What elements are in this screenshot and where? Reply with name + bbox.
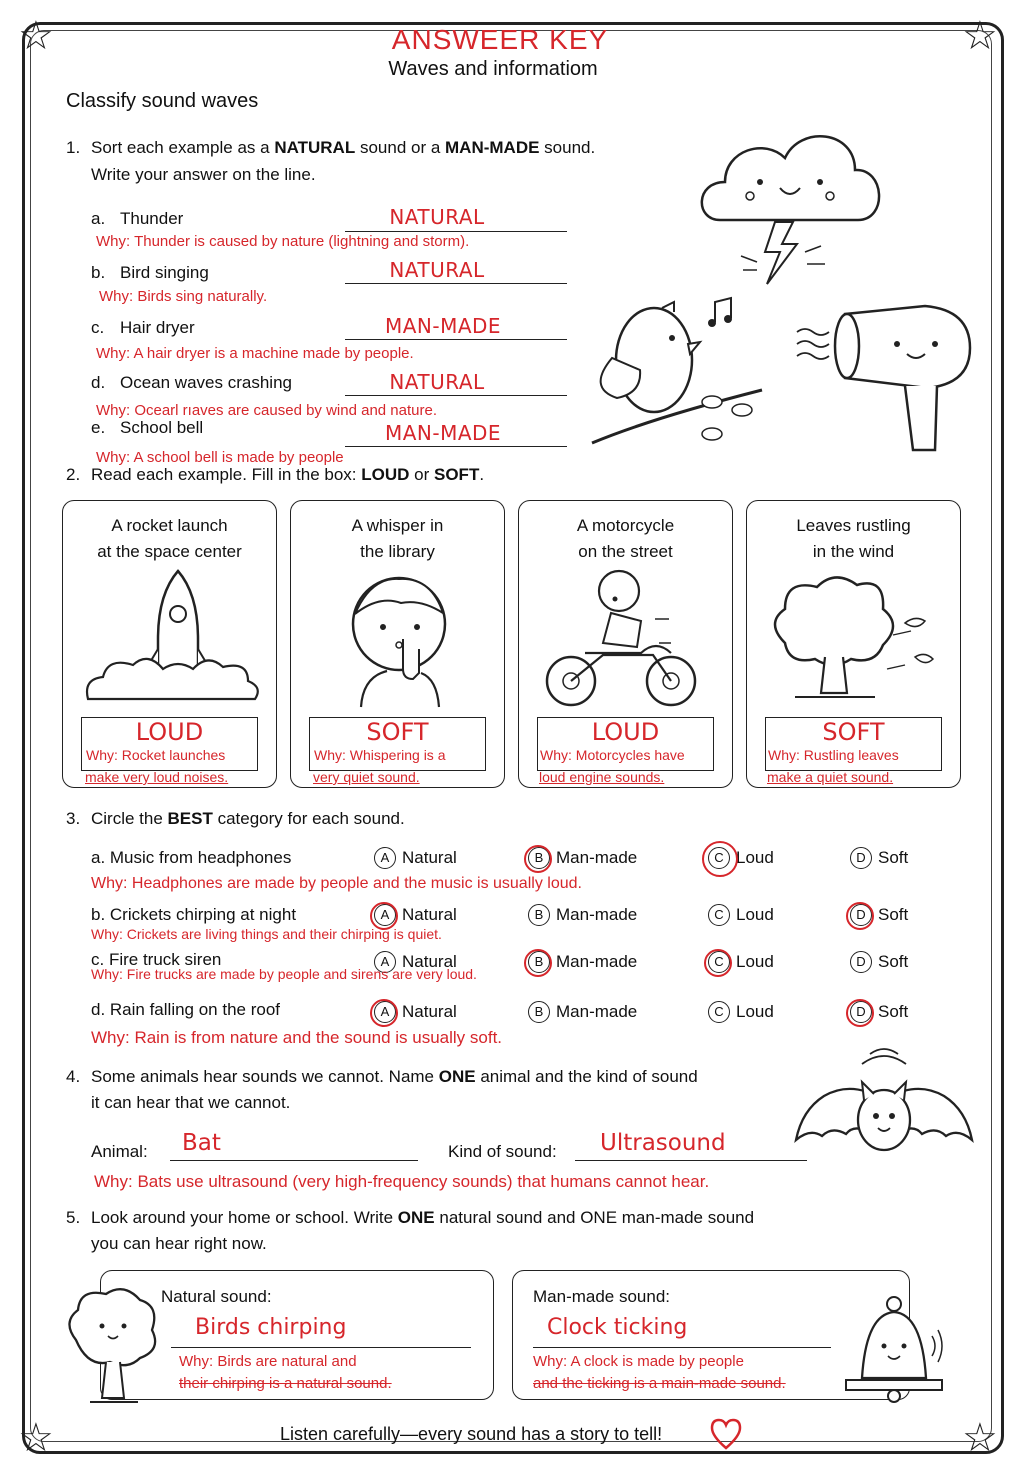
tree-icon xyxy=(62,1286,162,1416)
option-letter: A xyxy=(374,1001,396,1023)
q1-item-c-letter: c. xyxy=(91,318,105,337)
option-letter: C xyxy=(708,904,730,926)
q1-item-d-why: Why: Ocearl rıaves are caused by wind and nature. xyxy=(96,402,438,419)
q4-number: 4. xyxy=(66,1067,81,1086)
card-answer: SOFT xyxy=(822,718,885,746)
star-icon: ☆ xyxy=(18,14,54,58)
option-label: Soft xyxy=(878,1002,909,1021)
motorcycle-icon xyxy=(541,569,711,709)
answer-circle xyxy=(704,949,732,977)
bat-icon xyxy=(792,1040,982,1170)
answer-box xyxy=(537,717,714,771)
q3-instruction: Circle the BEST category for each sound. xyxy=(91,809,405,828)
option-letter: C xyxy=(708,951,730,973)
option-label: Man-made xyxy=(556,905,638,924)
option-letter: A xyxy=(374,951,396,973)
q1-item-e-why: Why: A school bell is made by people xyxy=(96,449,344,466)
option-label: Natural xyxy=(402,848,457,867)
q2-card-whisper xyxy=(290,500,505,788)
answer-circle xyxy=(524,949,552,977)
footer-text: Listen carefully—every sound has a story to tell! xyxy=(280,1424,663,1444)
natural-sound-label: Natural sound: xyxy=(161,1287,272,1306)
star-icon: ☆ xyxy=(18,1416,54,1460)
option-soft[interactable] xyxy=(850,951,908,973)
card-title: at the space center xyxy=(97,542,242,561)
card-title: on the street xyxy=(578,542,673,561)
q1-item-b-label: Bird singing xyxy=(120,263,209,282)
animal-answer: Bat xyxy=(182,1130,221,1156)
q2-card-motorcycle xyxy=(518,500,733,788)
answer-box xyxy=(765,717,942,771)
option-man-made[interactable] xyxy=(528,1001,637,1023)
q4-instruction: Some animals hear sounds we cannot. Name ONE animal and the kind of sound xyxy=(91,1067,698,1086)
answer-line xyxy=(170,1160,418,1161)
q1-item-b-answer: NATURAL xyxy=(389,258,485,282)
q2-number: 2. xyxy=(66,465,81,484)
answer-line xyxy=(345,395,567,396)
q2-instruction: Read each example. Fill in the box: LOUD or SOFT. xyxy=(91,465,485,484)
q1-item-a-why: Why: Thunder is caused by nature (lightning and storm). xyxy=(96,233,470,250)
q1-item-c-answer: MAN-MADE xyxy=(384,314,502,338)
man-made-sound-why: and the ticking is a main-made sound. xyxy=(533,1375,786,1392)
card-why: Why: Rustling leaves xyxy=(768,747,899,763)
kind-of-sound-label: Kind of sound: xyxy=(448,1142,557,1161)
q2-card-leaves xyxy=(746,500,961,788)
card-title: in the wind xyxy=(812,542,895,561)
q3-row-a-label: a. Music from headphones xyxy=(91,848,292,867)
man-made-sound-why: Why: A clock is made by people xyxy=(533,1353,744,1370)
answer-circle xyxy=(846,999,874,1027)
q1-item-a-letter: a. xyxy=(91,209,106,228)
q1-item-a-label: Thunder xyxy=(120,209,184,228)
answer-line xyxy=(345,231,567,232)
animal-label: Animal: xyxy=(91,1142,148,1161)
card-answer: SOFT xyxy=(366,718,429,746)
q1-item-c-why: Why: A hair dryer is a machine made by people. xyxy=(96,345,414,362)
q1-instruction: Sort each example as a NATURAL sound or a MAN-MADE sound. xyxy=(91,138,596,157)
option-label: Natural xyxy=(402,1002,457,1021)
q3-row-b-why: Why: Crickets are living things and their chirping is quiet. xyxy=(91,926,442,942)
answer-box xyxy=(81,717,258,771)
answer-circle xyxy=(702,841,738,877)
answer-circle xyxy=(370,999,398,1027)
option-loud[interactable] xyxy=(708,904,774,926)
q1-item-d-answer: NATURAL xyxy=(389,370,485,394)
card-title: the library xyxy=(360,542,435,561)
q3-row-a-why: Why: Headphones are made by people and the music is usually loud. xyxy=(91,875,582,892)
option-letter: D xyxy=(850,951,872,973)
lightning-icon xyxy=(735,222,835,302)
q1-item-b-letter: b. xyxy=(91,263,106,282)
option-soft[interactable] xyxy=(850,847,908,869)
card-why: Why: Motorcycles have xyxy=(540,747,685,763)
bird-icon xyxy=(592,298,772,468)
q1-item-d-label: Ocean waves crashing xyxy=(120,373,292,392)
card-why: make a quiet sound. xyxy=(767,769,894,785)
card-answer: LOUD xyxy=(135,718,204,746)
option-label: Loud xyxy=(736,905,774,924)
option-loud[interactable] xyxy=(708,1001,774,1023)
q1-item-e-answer: MAN-MADE xyxy=(384,421,502,445)
option-letter: B xyxy=(528,847,550,869)
option-letter: A xyxy=(374,904,396,926)
q5-instruction-line2: you can hear right now. xyxy=(91,1234,267,1253)
option-label: Loud xyxy=(736,1002,774,1021)
q5-instruction: Look around your home or school. Write ONE natural sound and ONE man-made sound xyxy=(91,1208,755,1227)
worksheet-subtitle: Waves and informatiom xyxy=(388,58,598,80)
q3-number: 3. xyxy=(66,809,81,828)
natural-sound-why: Why: Birds are natural and xyxy=(179,1353,357,1370)
q3-row-c-why: Why: Fire trucks are made by people and sirens are very loud. xyxy=(91,966,477,982)
option-label: Soft xyxy=(878,848,909,867)
hair-dryer-icon xyxy=(795,300,975,460)
music-note-icon xyxy=(705,296,745,336)
answer-circle xyxy=(524,845,552,873)
q1-number: 1. xyxy=(66,138,81,157)
natural-sound-why: their chirping is a natural sound. xyxy=(179,1375,392,1392)
answer-box xyxy=(309,717,486,771)
option-letter: B xyxy=(528,951,550,973)
card-title: Leaves rustling xyxy=(796,516,911,535)
answer-line xyxy=(533,1347,831,1348)
q1-item-b-why: Why: Birds sing naturally. xyxy=(99,288,268,305)
q3-row-d-why: Why: Rain is from nature and the sound is usually soft. xyxy=(91,1028,503,1047)
boy-whisper-icon xyxy=(331,569,471,709)
card-why: make very loud noises. xyxy=(85,769,229,785)
answer-line xyxy=(345,339,567,340)
q4-instruction-line2: it can hear that we cannot. xyxy=(91,1093,291,1112)
q3-row-b-label: b. Crickets chirping at night xyxy=(91,905,297,924)
bell-icon xyxy=(842,1296,952,1406)
card-why: Why: Whispering is a xyxy=(314,747,446,763)
heart-icon xyxy=(710,1418,744,1450)
natural-sound-answer: Birds chirping xyxy=(195,1315,347,1340)
option-label: Loud xyxy=(736,848,774,867)
kind-of-sound-answer: Ultrasound xyxy=(600,1130,726,1156)
star-icon: ☆ xyxy=(962,14,998,58)
q1-item-e-letter: e. xyxy=(91,418,106,437)
option-label: Natural xyxy=(402,905,457,924)
card-title: A whisper in xyxy=(351,516,444,535)
q4-why: Why: Bats use ultrasound (very high-frequency sounds) that humans cannot hear. xyxy=(94,1172,710,1191)
option-label: Soft xyxy=(878,952,909,971)
card-why: very quiet sound. xyxy=(313,769,420,785)
option-label: Soft xyxy=(878,905,909,924)
card-title: A rocket launch xyxy=(111,516,228,535)
q3-row-d-label: d. Rain falling on the roof xyxy=(91,1000,281,1019)
option-man-made[interactable] xyxy=(528,904,637,926)
q3-row-c-label: c. Fire truck siren xyxy=(91,950,222,969)
card-answer: LOUD xyxy=(591,718,660,746)
q2-card-rocket xyxy=(62,500,277,788)
option-letter: D xyxy=(850,904,872,926)
answer-line xyxy=(345,283,567,284)
option-natural[interactable] xyxy=(374,847,457,869)
card-title: A motorcycle xyxy=(576,516,675,535)
option-letter: B xyxy=(528,904,550,926)
answer-line xyxy=(575,1160,807,1161)
answer-line xyxy=(171,1347,471,1348)
option-letter: D xyxy=(850,847,872,869)
q1-item-a-answer: NATURAL xyxy=(389,205,485,229)
option-label: Man-made xyxy=(556,848,638,867)
q1-item-d-letter: d. xyxy=(91,373,106,392)
option-letter: D xyxy=(850,1001,872,1023)
q1-instruction-line2: Write your answer on the line. xyxy=(91,165,316,184)
section-title: Classify sound waves xyxy=(66,90,259,112)
answer-line xyxy=(345,446,567,447)
option-letter: B xyxy=(528,1001,550,1023)
option-label: Loud xyxy=(736,952,774,971)
card-why: Why: Rocket launches xyxy=(86,747,226,763)
rocket-icon xyxy=(83,569,263,709)
card-why: loud engine sounds. xyxy=(539,769,665,785)
option-label: Natural xyxy=(402,952,457,971)
option-letter: C xyxy=(708,847,730,869)
q1-item-c-label: Hair dryer xyxy=(120,318,195,337)
answer-key-title: ANSWEER KEY xyxy=(391,24,609,55)
answer-circle xyxy=(846,902,874,930)
option-label: Man-made xyxy=(556,952,638,971)
tree-icon xyxy=(765,573,950,708)
star-icon: ☆ xyxy=(962,1416,998,1460)
option-label: Man-made xyxy=(556,1002,638,1021)
man-made-sound-label: Man-made sound: xyxy=(533,1287,671,1306)
q1-item-e-label: School bell xyxy=(120,418,204,437)
option-letter: A xyxy=(374,847,396,869)
man-made-sound-answer: Clock ticking xyxy=(547,1315,688,1340)
q5-number: 5. xyxy=(66,1208,81,1227)
option-letter: C xyxy=(708,1001,730,1023)
